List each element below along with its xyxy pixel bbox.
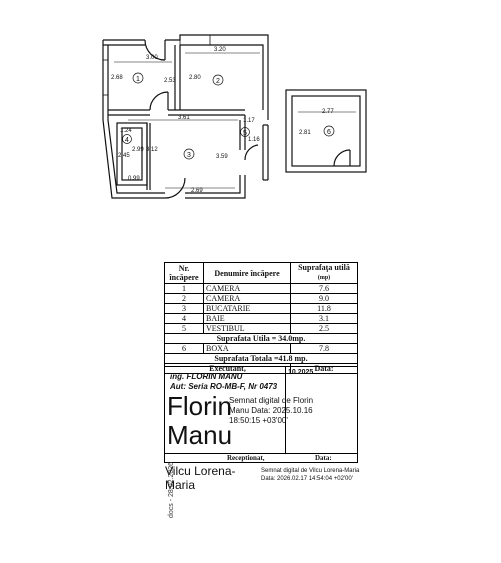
floor-plan [0,0,501,260]
dim-099: 0.99 [128,176,140,182]
engineer-authorization: Aut: Seria RO-MB-F, Nr 0473 [170,382,278,391]
table-row: 5 VESTIBUL 2.5 [165,324,358,334]
executant-row: Executant, Data: [165,364,358,374]
room-marker-1: 1 [136,76,140,83]
dim-300: 3.00 [146,55,158,61]
engineer-name: ing. FLORIN MANU [170,372,243,381]
dim-312: 3.12 [146,147,158,153]
header-name: Denumire încăpere [204,263,291,284]
dim-361: 3.61 [178,115,190,121]
executant-date: 10.2025 [288,369,314,376]
room-marker-5: 5 [243,130,247,137]
dim-124: 1.24 [120,128,132,134]
dim-268: 2.68 [111,75,123,81]
room-marker-6: 6 [327,129,331,136]
signature-name-first: Florin [167,391,233,421]
room-marker-4: 4 [125,137,129,144]
dim-269: 2.69 [191,188,203,194]
dim-320: 3.20 [214,47,226,53]
dim-245: 2.45 [118,153,130,159]
dim-117: 1.17 [243,118,255,124]
area-table [164,262,358,374]
table-row: 2 CAMERA 9.0 [165,294,358,304]
dim-281: 2.81 [299,130,311,136]
totala-row: Suprafata Totala =41.8 mp. [165,354,358,364]
header-nr: Nr. încăpere [165,263,204,284]
receiver-digital-signature: Semnat digital de Vilcu Lorena-Maria Data: 2026.02.17 14:54:04 +02'00' [261,468,360,482]
vertical-stamp-text: docs - 28.02.2026 [168,461,175,518]
dim-280: 2.80 [189,75,201,81]
table-row: 6 BOXA 7.8 [165,344,358,354]
receptionat-row: Receptionat, Data: [164,453,358,463]
table-row: 4 BAIE 3.1 [165,314,358,324]
header-area: Suprafaţa utilă (mp) [291,263,358,284]
table-row: 3 BUCATARIE 11.8 [165,304,358,314]
digital-signature-text: Semnat digital de Florin Manu Data: 2025.10.16 18:50:15 +03'00' [229,396,314,425]
room-marker-3: 3 [187,152,191,159]
dim-277: 2.77 [322,109,334,115]
room-marker-2: 2 [216,78,220,85]
dim-116: 1.16 [248,137,260,143]
signature-name-last: Manu [167,420,233,450]
utila-row: Suprafata Utila = 34.0mp. [165,334,358,344]
dim-253: 2.53 [164,78,176,84]
receiver-name-line1: Vilcu Lorena- [165,464,236,478]
dim-359: 3.59 [216,154,228,160]
dim-299: 2.99 [132,147,144,153]
receiver-name-line2: Maria [165,478,196,492]
table-row: 1 CAMERA 7.6 [165,284,358,294]
